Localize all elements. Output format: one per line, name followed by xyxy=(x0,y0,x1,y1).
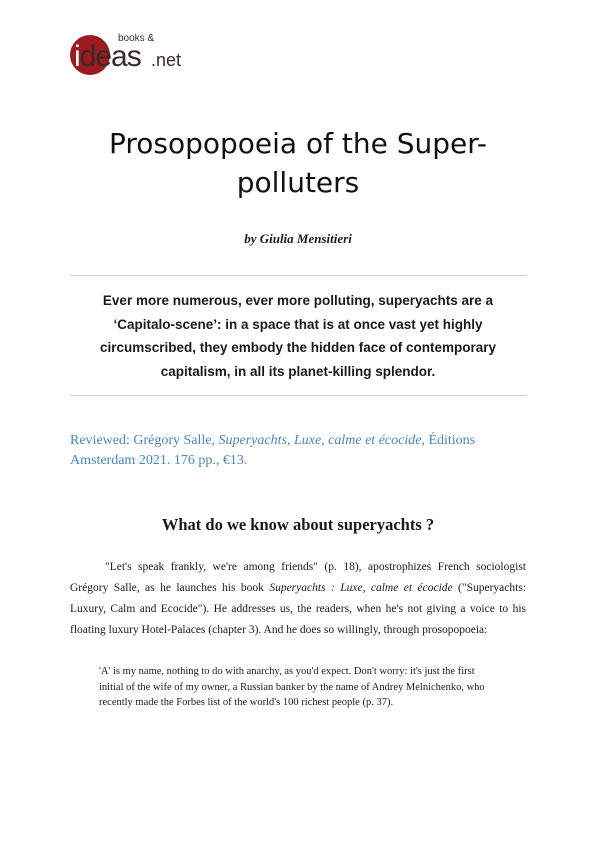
logo-net-text: .net xyxy=(151,50,182,70)
body-paragraph xyxy=(70,557,526,641)
reviewed-suffix: Éditions Amsterdam 2021. 176 pp., €13. xyxy=(70,433,476,468)
reviewed-book-title: Superyachts, Luxe, calme et écocide, xyxy=(218,433,425,448)
logo-i-letter: i xyxy=(74,40,80,73)
top-divider xyxy=(70,275,526,276)
logo-deas-letters: deas xyxy=(79,40,141,73)
article-author: by Giulia Mensitieri xyxy=(244,231,352,246)
paragraph-part-2: ("Superyachts: Luxury, Calm and Ecocide"). He addresses us, the readers, when he's not giving a voice to his floating luxury Hotel-Palaces (chapter 3). And he does so willingly, through prosopopoeia: xyxy=(70,582,526,636)
article-abstract: Ever more numerous, ever more polluting, superyachts are a ‘Capitalo-scene’: in a space that is at once vast yet highly circumscribed, they embody the hidden face of contemporary capitalism, in all its planet-killing splendor. xyxy=(99,293,497,379)
paragraph-book-title: Superyachts : Luxe, calme et écocide xyxy=(269,582,453,594)
logo-ideas-text xyxy=(74,42,141,72)
paragraph-part-1: "Let's speak frankly, we're among friends" (p. 18), apostrophizes French sociologist Grégory Salle, as he launches his book xyxy=(70,561,526,594)
logo-books-text: books & xyxy=(118,33,155,44)
reviewed-prefix: Reviewed: Grégory Salle, xyxy=(70,433,219,448)
block-quote: 'A' is my name, nothing to do with anarchy, as you'd expect. Don't worry: it's just the first initial of the wife of my owner, a Russian banker by the name of Andrey Melnichenko, who recently made the Forbes list of the world's 100 richest people (p. 37). xyxy=(99,666,485,708)
reviewed-book-credit xyxy=(70,431,526,471)
section-heading: What do we know about superyachts ? xyxy=(161,515,435,534)
site-logo[interactable] xyxy=(70,30,200,78)
bottom-divider xyxy=(70,395,526,396)
article-title: Prosopopoeia of the Super-polluters xyxy=(108,127,488,199)
